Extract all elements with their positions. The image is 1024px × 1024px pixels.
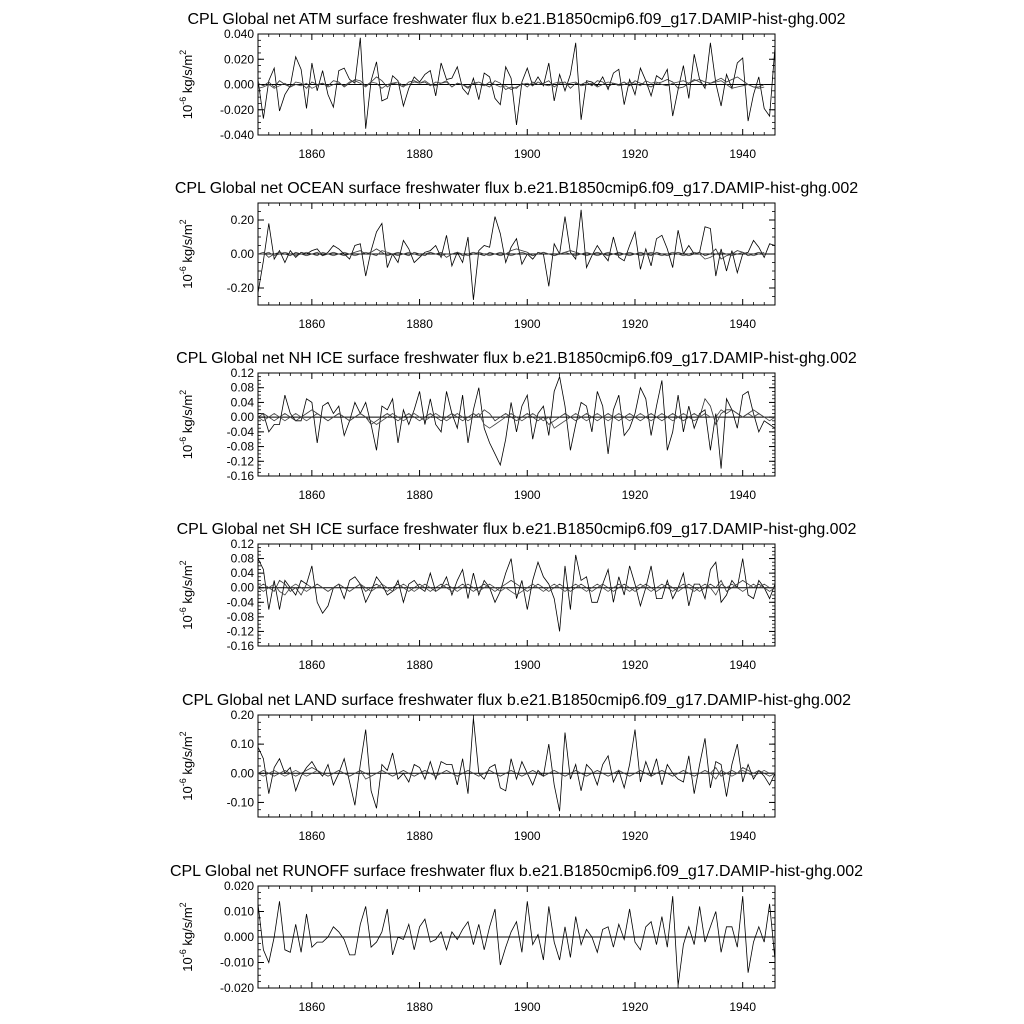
chart-title: CPL Global net OCEAN surface freshwater flux b.e21.B1850cmip6.f09_g17.DAMIP-hist-ghg.002 <box>174 180 859 197</box>
y-tick-label: 0.00 <box>230 247 254 261</box>
y-axis-label: $10^{-6}$ $kg/s/m^2$ <box>178 389 195 460</box>
y-tick-label: 0.040 <box>223 27 254 41</box>
y-tick-label: -0.12 <box>226 454 254 469</box>
y-tick-label: -0.020 <box>219 102 254 117</box>
x-tick-label: 1860 <box>298 658 326 672</box>
x-tick-label: 1920 <box>621 317 649 331</box>
y-tick-label: 0.00 <box>230 580 254 595</box>
x-tick-label: 1880 <box>406 317 433 331</box>
chart-panel-4 <box>178 692 851 843</box>
x-tick-label: 1880 <box>406 829 433 843</box>
y-axis-label: $10^{-6}$ $kg/s/m^2$ <box>178 731 195 801</box>
y-tick-label: 0.000 <box>223 77 254 92</box>
x-tick-label: 1880 <box>406 147 433 161</box>
x-tick-label: 1900 <box>513 147 541 161</box>
y-tick-label: -0.16 <box>226 469 254 483</box>
x-tick-label: 1860 <box>298 488 326 502</box>
x-tick-label: 1860 <box>298 829 326 843</box>
y-axis-label: $10^{-6}$ $kg/s/m^2$ <box>178 560 195 630</box>
y-tick-label: 0.000 <box>223 930 254 944</box>
chart-panel-5 <box>170 863 863 1014</box>
plot-frame <box>258 715 775 817</box>
y-axis-label: $10^{-6}$ $kg/s/m^2$ <box>178 902 195 972</box>
series-line-2 <box>258 251 764 260</box>
y-axis-label: $10^{-6}$ $kg/s/m^2$ <box>178 49 195 120</box>
y-tick-label: -0.040 <box>219 128 254 142</box>
x-tick-label: 1940 <box>729 829 757 843</box>
y-tick-label: -0.010 <box>219 955 254 970</box>
x-tick-label: 1920 <box>621 488 649 502</box>
x-tick-label: 1860 <box>298 317 326 331</box>
y-tick-label: 0.04 <box>230 566 254 581</box>
y-axis-label: $10^{-6}$ $kg/s/m^2$ <box>178 219 195 289</box>
plot-frame <box>258 373 775 476</box>
y-tick-label: 0.020 <box>223 52 254 67</box>
y-tick-label: 0.12 <box>230 366 254 380</box>
x-tick-label: 1920 <box>621 658 649 672</box>
y-tick-label: -0.20 <box>226 281 254 295</box>
y-tick-label: 0.12 <box>230 537 254 551</box>
y-tick-label: 0.08 <box>230 551 254 566</box>
y-tick-label: 0.08 <box>230 380 254 395</box>
series-line-0 <box>258 896 775 985</box>
chart-title: CPL Global net NH ICE surface freshwater flux b.e21.B1850cmip6.f09_g17.DAMIP-hist-ghg.002 <box>176 350 857 367</box>
y-tick-label: 0.04 <box>230 395 254 410</box>
x-tick-label: 1880 <box>406 1000 433 1014</box>
y-tick-label: 0.20 <box>230 708 254 722</box>
x-tick-label: 1860 <box>298 1000 326 1014</box>
series-line-0 <box>258 555 775 632</box>
y-tick-label: 0.00 <box>230 766 254 781</box>
x-tick-label: 1880 <box>406 658 433 672</box>
y-tick-label: 0.00 <box>230 410 254 425</box>
x-tick-label: 1880 <box>406 488 433 502</box>
y-tick-label: 0.10 <box>230 737 254 752</box>
x-tick-label: 1940 <box>729 317 757 331</box>
y-tick-label: -0.020 <box>219 981 254 995</box>
chart-panel-0 <box>178 11 846 161</box>
chart-title: CPL Global net LAND surface freshwater flux b.e21.B1850cmip6.f09_g17.DAMIP-hist-ghg.002 <box>181 692 852 709</box>
chart-title: CPL Global net RUNOFF surface freshwater flux b.e21.B1850cmip6.f09_g17.DAMIP-hist-ghg.002 <box>169 863 864 880</box>
x-tick-label: 1900 <box>513 1000 541 1014</box>
y-tick-label: -0.08 <box>226 439 254 454</box>
x-tick-label: 1940 <box>729 488 757 502</box>
x-tick-label: 1940 <box>729 1000 757 1014</box>
y-tick-label: -0.04 <box>226 424 254 439</box>
x-tick-label: 1940 <box>729 147 757 161</box>
y-tick-label: 0.20 <box>230 213 254 227</box>
series-line-2 <box>258 410 775 428</box>
chart-panel-2 <box>176 350 857 502</box>
x-tick-label: 1920 <box>621 147 649 161</box>
y-tick-label: 0.020 <box>223 879 254 893</box>
y-tick-label: -0.08 <box>226 609 254 624</box>
series-line-0 <box>258 718 775 811</box>
x-tick-label: 1860 <box>298 147 326 161</box>
x-tick-label: 1900 <box>513 317 541 331</box>
y-tick-label: 0.010 <box>223 904 254 919</box>
x-tick-label: 1920 <box>621 829 649 843</box>
y-tick-label: -0.04 <box>226 595 254 610</box>
chart-panel-1 <box>175 180 858 331</box>
x-tick-label: 1920 <box>621 1000 649 1014</box>
x-tick-label: 1900 <box>513 829 541 843</box>
chart-title: CPL Global net SH ICE surface freshwater flux b.e21.B1850cmip6.f09_g17.DAMIP-hist-ghg.002 <box>176 521 857 538</box>
y-tick-label: -0.16 <box>226 639 254 653</box>
y-tick-label: -0.12 <box>226 624 254 639</box>
series-line-0 <box>258 377 775 469</box>
y-tick-label: -0.10 <box>226 795 254 810</box>
series-line-2 <box>258 584 775 595</box>
x-tick-label: 1900 <box>513 488 541 502</box>
x-tick-label: 1940 <box>729 658 757 672</box>
chart-panel-3 <box>177 521 857 672</box>
chart-title: CPL Global net ATM surface freshwater flux b.e21.B1850cmip6.f09_g17.DAMIP-hist-ghg.002 <box>187 11 846 28</box>
x-tick-label: 1900 <box>513 658 541 672</box>
